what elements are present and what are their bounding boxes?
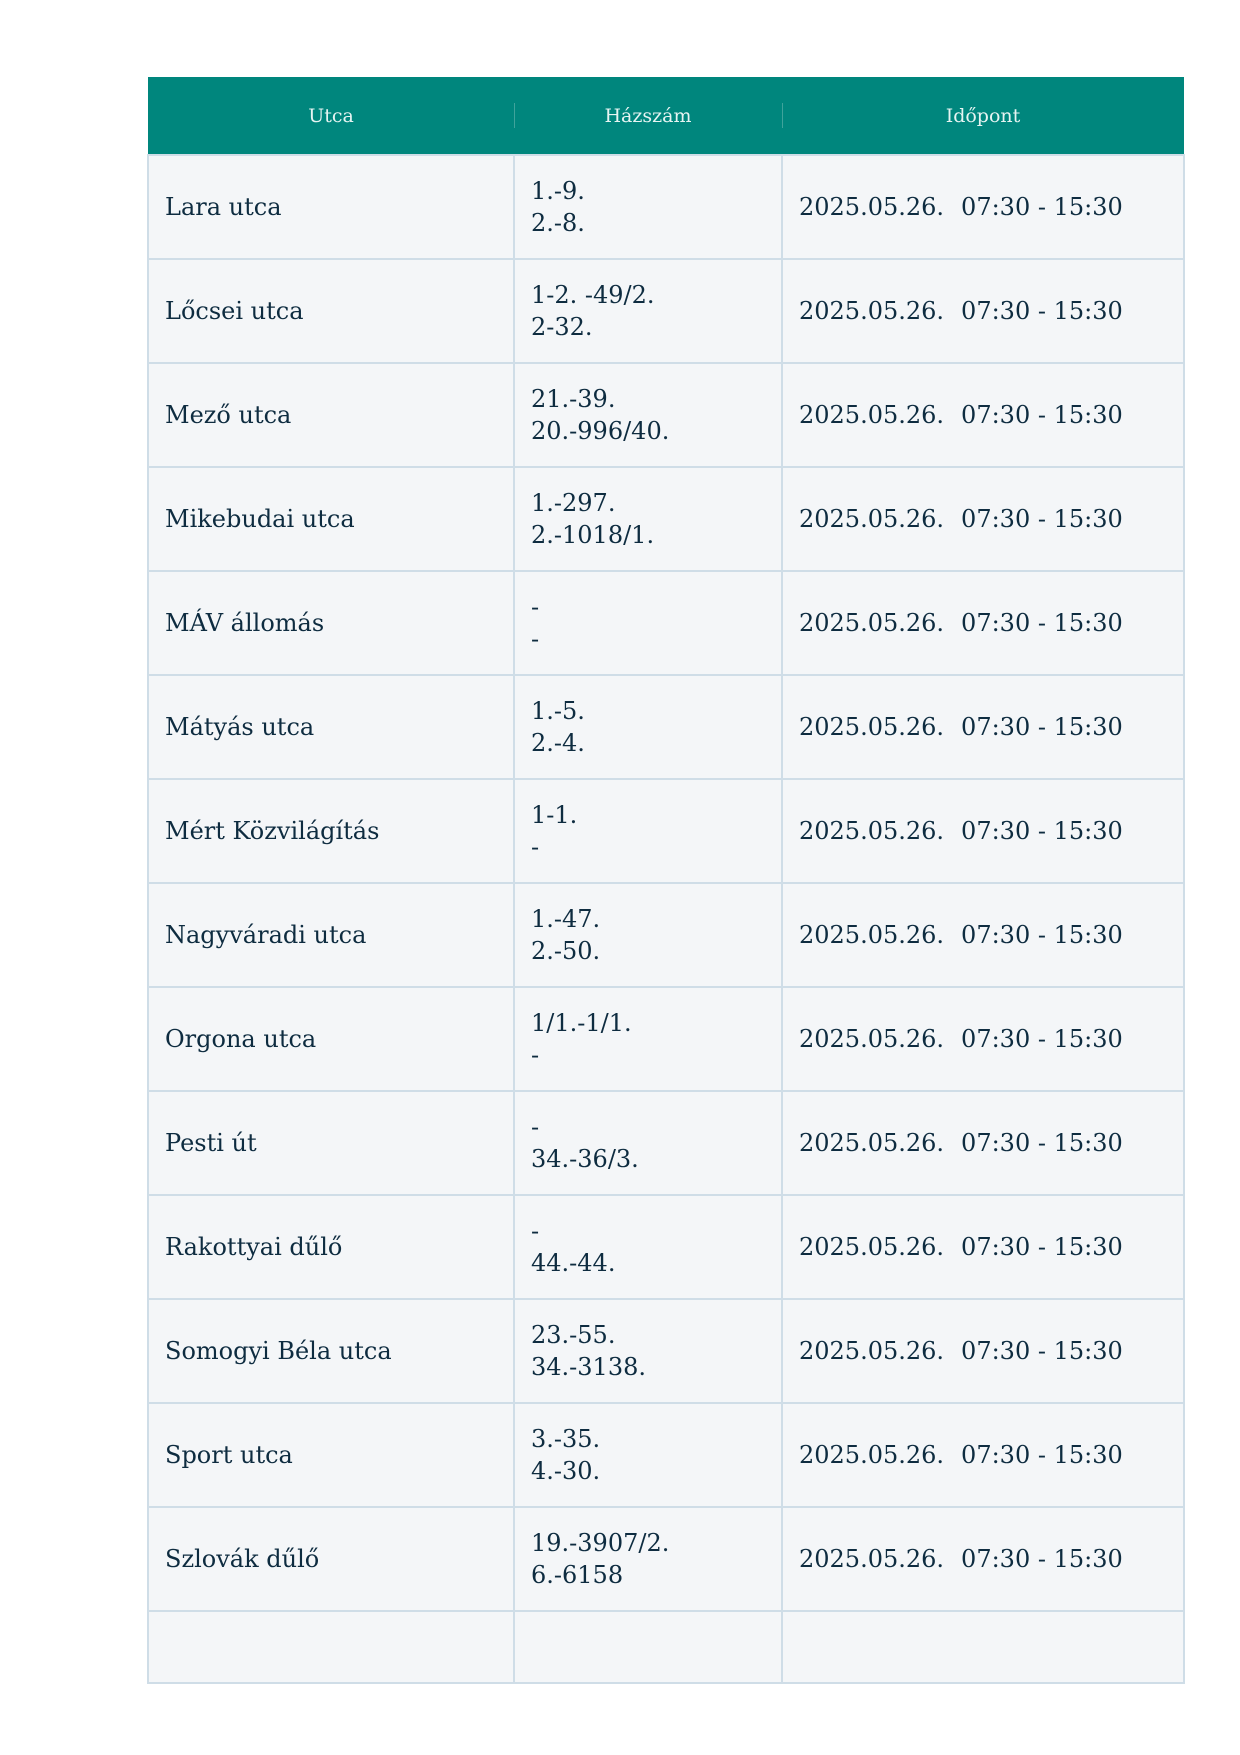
table-row bbox=[148, 155, 1184, 259]
house-number-range: 6.-6158 bbox=[531, 1561, 624, 1589]
empty-cell bbox=[514, 1611, 782, 1683]
outage-time: 07:30 - 15:30 bbox=[961, 401, 1123, 429]
house-number-range: 3.-35. bbox=[531, 1425, 601, 1453]
outage-time: 07:30 - 15:30 bbox=[961, 1025, 1123, 1053]
table-row bbox=[148, 363, 1184, 467]
outage-date: 2025.05.26. bbox=[799, 1337, 945, 1365]
table-row bbox=[148, 987, 1184, 1091]
street-cell: Lőcsei utca bbox=[148, 259, 514, 363]
street-cell: Szlovák dűlő bbox=[148, 1507, 514, 1611]
house-number-range: 2.-4. bbox=[531, 729, 585, 757]
house-number-cell bbox=[514, 1299, 782, 1403]
outage-date: 2025.05.26. bbox=[799, 1441, 945, 1469]
time-cell bbox=[782, 259, 1184, 363]
time-cell bbox=[782, 1195, 1184, 1299]
house-number-range: - bbox=[531, 593, 540, 621]
table-row bbox=[148, 259, 1184, 363]
house-number-cell bbox=[514, 675, 782, 779]
street-cell: Mikebudai utca bbox=[148, 467, 514, 571]
street-cell: Sport utca bbox=[148, 1403, 514, 1507]
table-row bbox=[148, 1507, 1184, 1611]
table-row bbox=[148, 1299, 1184, 1403]
time-cell bbox=[782, 363, 1184, 467]
house-number-range: 2.-50. bbox=[531, 937, 601, 965]
outage-time: 07:30 - 15:30 bbox=[961, 505, 1123, 533]
time-cell bbox=[782, 467, 1184, 571]
outage-date: 2025.05.26. bbox=[799, 505, 945, 533]
outage-time: 07:30 - 15:30 bbox=[961, 921, 1123, 949]
time-cell bbox=[782, 779, 1184, 883]
house-number-range: - bbox=[531, 1041, 540, 1069]
house-number-range: 4.-30. bbox=[531, 1457, 601, 1485]
time-cell bbox=[782, 987, 1184, 1091]
time-cell bbox=[782, 1091, 1184, 1195]
time-cell bbox=[782, 1299, 1184, 1403]
house-number-range: 1.-5. bbox=[531, 697, 585, 725]
house-number-range: - bbox=[531, 625, 540, 653]
empty-cell bbox=[782, 1611, 1184, 1683]
outage-time: 07:30 - 15:30 bbox=[961, 297, 1123, 325]
outage-time: 07:30 - 15:30 bbox=[961, 193, 1123, 221]
house-number-range: 2.-1018/1. bbox=[531, 521, 655, 549]
outage-time: 07:30 - 15:30 bbox=[961, 1233, 1123, 1261]
table-row bbox=[148, 1091, 1184, 1195]
time-cell bbox=[782, 571, 1184, 675]
house-number-range: 23.-55. bbox=[531, 1321, 616, 1349]
table-row bbox=[148, 1195, 1184, 1299]
outage-date: 2025.05.26. bbox=[799, 713, 945, 741]
house-number-cell bbox=[514, 363, 782, 467]
house-number-cell bbox=[514, 467, 782, 571]
outage-date: 2025.05.26. bbox=[799, 921, 945, 949]
table-row bbox=[148, 467, 1184, 571]
street-cell: Mátyás utca bbox=[148, 675, 514, 779]
table-row bbox=[148, 779, 1184, 883]
house-number-range: 34.-36/3. bbox=[531, 1145, 639, 1173]
outage-time: 07:30 - 15:30 bbox=[961, 609, 1123, 637]
outage-time: 07:30 - 15:30 bbox=[961, 1337, 1123, 1365]
house-number-range: 19.-3907/2. bbox=[531, 1529, 670, 1557]
house-number-range: 20.-996/40. bbox=[531, 417, 670, 445]
house-number-range: 44.-44. bbox=[531, 1249, 616, 1277]
street-cell: MÁV állomás bbox=[148, 571, 514, 675]
outage-date: 2025.05.26. bbox=[799, 609, 945, 637]
table-row bbox=[148, 675, 1184, 779]
house-number-range: - bbox=[531, 1113, 540, 1141]
empty-cell bbox=[148, 1611, 514, 1683]
house-number-range: 1/1.-1/1. bbox=[531, 1009, 632, 1037]
table-header bbox=[148, 77, 1184, 155]
outage-time: 07:30 - 15:30 bbox=[961, 1545, 1123, 1573]
column-header-time: Időpont bbox=[782, 77, 1184, 155]
house-number-range: 34.-3138. bbox=[531, 1353, 646, 1381]
house-number-cell bbox=[514, 155, 782, 259]
house-number-cell bbox=[514, 571, 782, 675]
outage-date: 2025.05.26. bbox=[799, 1025, 945, 1053]
house-number-cell bbox=[514, 259, 782, 363]
house-number-cell bbox=[514, 1507, 782, 1611]
table-row bbox=[148, 883, 1184, 987]
house-number-cell bbox=[514, 987, 782, 1091]
street-cell: Mért Közvilágítás bbox=[148, 779, 514, 883]
outage-date: 2025.05.26. bbox=[799, 193, 945, 221]
column-header-street: Utca bbox=[148, 77, 514, 155]
outage-date: 2025.05.26. bbox=[799, 401, 945, 429]
house-number-cell bbox=[514, 1195, 782, 1299]
house-number-range: 1.-47. bbox=[531, 905, 601, 933]
house-number-cell bbox=[514, 1403, 782, 1507]
outage-date: 2025.05.26. bbox=[799, 297, 945, 325]
table-row bbox=[148, 1403, 1184, 1507]
house-number-cell bbox=[514, 883, 782, 987]
house-number-range: 1-2. -49/2. bbox=[531, 281, 655, 309]
house-number-cell bbox=[514, 779, 782, 883]
time-cell bbox=[782, 155, 1184, 259]
house-number-range: - bbox=[531, 1217, 540, 1245]
street-cell: Orgona utca bbox=[148, 987, 514, 1091]
outage-time: 07:30 - 15:30 bbox=[961, 713, 1123, 741]
column-header-house-number: Házszám bbox=[514, 77, 782, 155]
table-body bbox=[148, 155, 1184, 1683]
street-cell: Pesti út bbox=[148, 1091, 514, 1195]
outage-date: 2025.05.26. bbox=[799, 1545, 945, 1573]
street-cell: Mező utca bbox=[148, 363, 514, 467]
house-number-range: - bbox=[531, 833, 540, 861]
time-cell bbox=[782, 1507, 1184, 1611]
house-number-range: 2-32. bbox=[531, 313, 593, 341]
time-cell bbox=[782, 1403, 1184, 1507]
house-number-range: 21.-39. bbox=[531, 385, 616, 413]
street-cell: Rakottyai dűlő bbox=[148, 1195, 514, 1299]
outage-date: 2025.05.26. bbox=[799, 817, 945, 845]
house-number-range: 2.-8. bbox=[531, 209, 585, 237]
table-row-empty bbox=[148, 1611, 1184, 1683]
house-number-range: 1.-9. bbox=[531, 177, 585, 205]
outage-time: 07:30 - 15:30 bbox=[961, 817, 1123, 845]
house-number-range: 1.-297. bbox=[531, 489, 616, 517]
header-row bbox=[148, 77, 1184, 155]
street-cell: Lara utca bbox=[148, 155, 514, 259]
outage-time: 07:30 - 15:30 bbox=[961, 1129, 1123, 1157]
table-row bbox=[148, 571, 1184, 675]
outage-date: 2025.05.26. bbox=[799, 1129, 945, 1157]
time-cell bbox=[782, 675, 1184, 779]
street-cell: Somogyi Béla utca bbox=[148, 1299, 514, 1403]
outage-schedule-table bbox=[147, 77, 1185, 1684]
house-number-range: 1-1. bbox=[531, 801, 578, 829]
time-cell bbox=[782, 883, 1184, 987]
outage-date: 2025.05.26. bbox=[799, 1233, 945, 1261]
street-cell: Nagyváradi utca bbox=[148, 883, 514, 987]
house-number-cell bbox=[514, 1091, 782, 1195]
outage-time: 07:30 - 15:30 bbox=[961, 1441, 1123, 1469]
